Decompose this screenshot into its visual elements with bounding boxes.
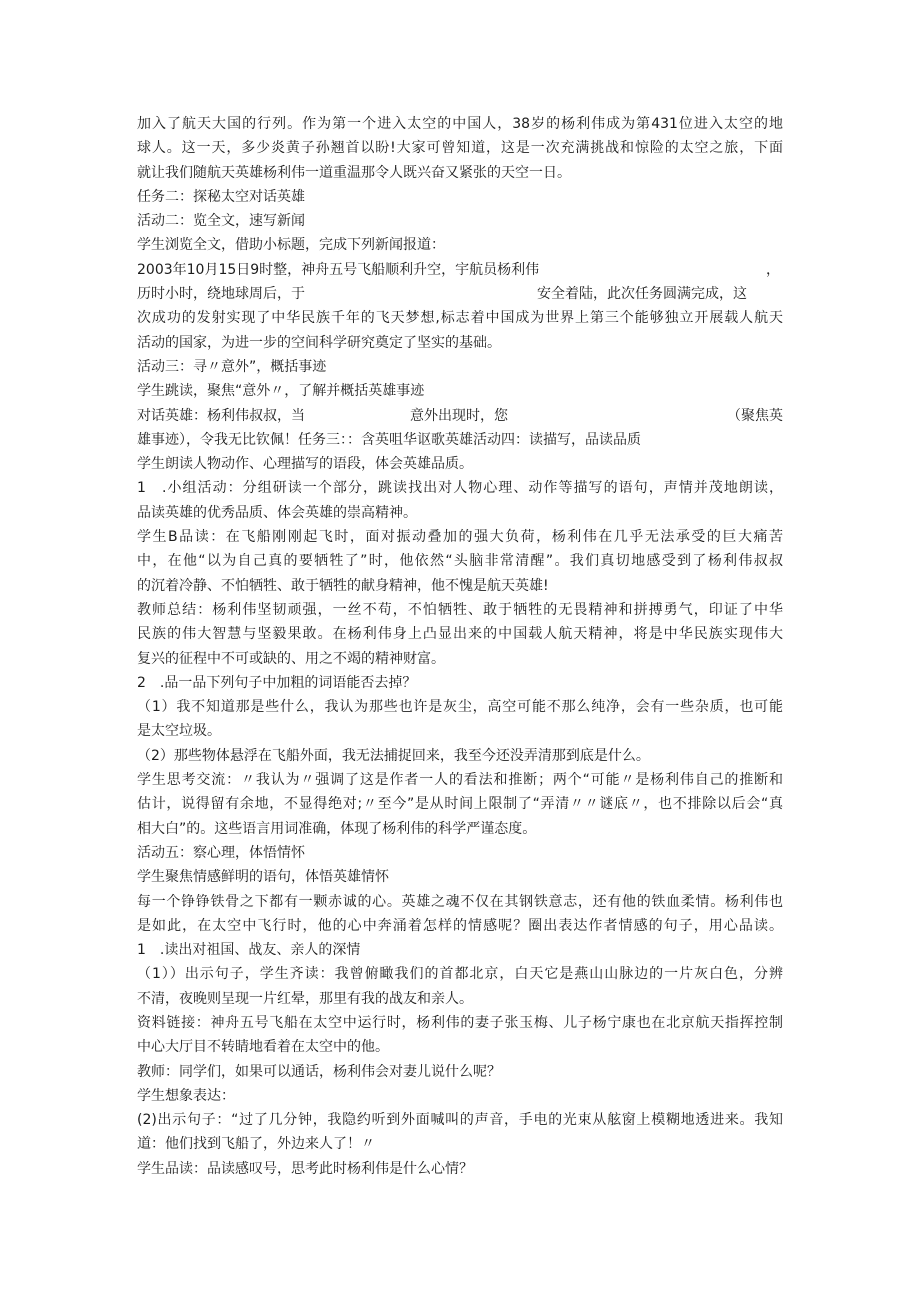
numbered-item: 2 .品一品下列句子中加粗的词语能否去掉？ xyxy=(137,674,417,691)
numbered-item: 1 .小组活动：分组研读一个部分，跳读找出对人物心理、动作等描写的语句，声情并茂地朗读， xyxy=(137,480,783,497)
text-line: 球人。这一天，多少炎黄子孙翘首以盼!大家可曾知道，这是一次充满挑战和惊险的太空之旅，下面 xyxy=(137,140,783,157)
text-line: 的沉着冷静、不怕牺牲、敢于牺牲的献身精神，他不愧是航天英雄! xyxy=(137,577,549,594)
fill-in-line xyxy=(137,404,783,428)
text-line: 估计，说得留有余地，不显得绝对;〃至今”是从时间上限制了“弄清〃〃谜底〃，也不排除以后会“真 xyxy=(137,796,783,813)
text-line: 加入了航天大国的行列。作为第一个进入太空的中国人，38岁的杨利伟成为第431位进入太空的地 xyxy=(137,116,783,132)
text-line: 相大白”的。这些语言用词准确，体现了杨利伟的科学严谨态度。 xyxy=(137,820,537,837)
text-line: 资料链接：神舟五号飞船在太空中运行时，杨利伟的妻子张玉梅、儿子杨宁康也在北京航天指挥控制 xyxy=(137,1014,783,1031)
text-line: 每一个铮铮铁骨之下都有一颗赤诚的心。英雄之魂不仅在其钢铁意志，还有他的铁血柔情。杨利伟也 xyxy=(137,893,783,910)
activity-heading: 活动五：察心理，体悟情怀 xyxy=(137,844,305,861)
text-line: 学生品读：品读感叹号，思考此时杨利伟是什么心情？ xyxy=(137,1160,473,1177)
text-line: 学生聚焦情感鲜明的语句，体悟英雄情怀 xyxy=(137,869,389,886)
text-line: 是太空垃圾。 xyxy=(137,723,221,740)
text-line: 是如此，在太空中飞行时，他的心中奔涌着怎样的情感呢？圈出表达作者情感的句子，用心品读。 xyxy=(137,917,783,934)
text-line: 民族的伟大智慧与坚毅果敢。在杨利伟身上凸显出来的中国载人航天精神，将是中华民族实现伟大 xyxy=(137,626,783,643)
text-line: 教师：同学们，如果可以通话，杨利伟会对妻儿说什么呢？ xyxy=(137,1063,501,1080)
text-line: 复兴的征程中不可或缺的、用之不竭的精神财富。 xyxy=(137,650,445,667)
text-line: （1）我不知道那是些什么，我认为那些也许是灰尘，高空可能不那么纯净，会有一些杂质，也可能 xyxy=(137,699,783,716)
fill-in-line xyxy=(137,282,783,306)
fill-in-text: （聚焦英 xyxy=(727,407,783,424)
text-line: 学生B品读：在飞船刚刚起飞时，面对振动叠加的强大负荷，杨利伟在几乎无法承受的巨大痛苦 xyxy=(137,529,783,546)
text-line: 学生跳读，聚焦“意外〃，了解并概括英雄事迹 xyxy=(137,383,425,400)
text-line: 学生思考交流：〃我认为〃强调了这是作者一人的看法和推断；两个“可能〃是杨利伟自己的推断和 xyxy=(137,772,783,789)
document-body xyxy=(137,112,783,1181)
fill-in-text: 对话英雄：杨利伟叔叔，当 xyxy=(137,407,305,424)
text-line: 道：他们找到飞船了，外边来人了！〃 xyxy=(137,1136,375,1153)
text-line: 中心大厅目不转睛地看着在太空中的他。 xyxy=(137,1039,389,1056)
text-line: 雄事迹），令我无比钦佩！任务三：：含英咀华讴歌英雄活动四：读描写，品读品质 xyxy=(137,431,641,448)
fill-in-text: 历时小时，绕地球周后，于 xyxy=(137,286,305,303)
text-line: 教师总结：杨利伟坚韧顽强，一丝不苟，不怕牺牲、敢于牺牲的无畏精神和拼搏勇气，印证了中华 xyxy=(137,601,783,618)
text-line: 就让我们随航天英雄杨利伟一道重温那令人既兴奋又紧张的天空一日。 xyxy=(137,164,571,181)
text-line: 学生浏览全文，借助小标题，完成下列新闻报道： xyxy=(137,237,445,254)
task-heading: 任务二：探秘太空对话英雄 xyxy=(137,188,305,205)
activity-heading: 活动三：寻〃意外”，概括事迹 xyxy=(137,358,327,375)
text-line: （1））出示句子，学生齐读：我曾俯瞰我们的首都北京，白天它是燕山山脉边的一片灰白色，分辨 xyxy=(137,966,783,983)
text-line: （2）那些物体悬浮在飞船外面，我无法捕捉回来，我至今还没弄清那到底是什么。 xyxy=(137,747,650,764)
activity-heading: 活动二：览全文，速写新闻 xyxy=(137,213,305,230)
fill-in-text: ， xyxy=(766,261,780,278)
fill-in-text: 意外出现时，您 xyxy=(410,407,508,424)
text-line: 活动的国家，为进一步的空间科学研究奠定了坚实的基础。 xyxy=(137,334,501,351)
text-line: 学生朗读人物动作、心理描写的语段，体会英雄品质。 xyxy=(137,456,473,473)
fill-in-line xyxy=(137,258,783,282)
text-line: 学生想象表达： xyxy=(137,1087,235,1104)
numbered-item: 1 .读出对祖国、战友、亲人的深情 xyxy=(137,942,361,959)
text-line: 品读英雄的优秀品质、体会英雄的崇高精神。 xyxy=(137,504,417,521)
fill-in-text: 安全着陆，此次任务圆满完成，这 xyxy=(537,286,747,303)
text-line: 不清，夜晚则呈现一片红晕，那里有我的战友和亲人。 xyxy=(137,990,473,1007)
fill-in-text: 2003年10月15日9时整，神舟五号飞船顺利升空，宇航员杨利伟 xyxy=(137,261,540,278)
text-line: 次成功的发射实现了中华民族千年的飞天梦想,标志着中国成为世界上第三个能够独立开展载人航天 xyxy=(137,310,783,327)
text-line: (2)出示句子：“过了几分钟，我隐约听到外面喊叫的声音，手电的光束从舷窗上模糊地透进来。我知 xyxy=(137,1112,783,1129)
text-line: 中，在他“以为自己真的要牺牲了”时，他依然“头脑非常清醒”。我们真切地感受到了杨利伟叔叔 xyxy=(137,553,783,570)
